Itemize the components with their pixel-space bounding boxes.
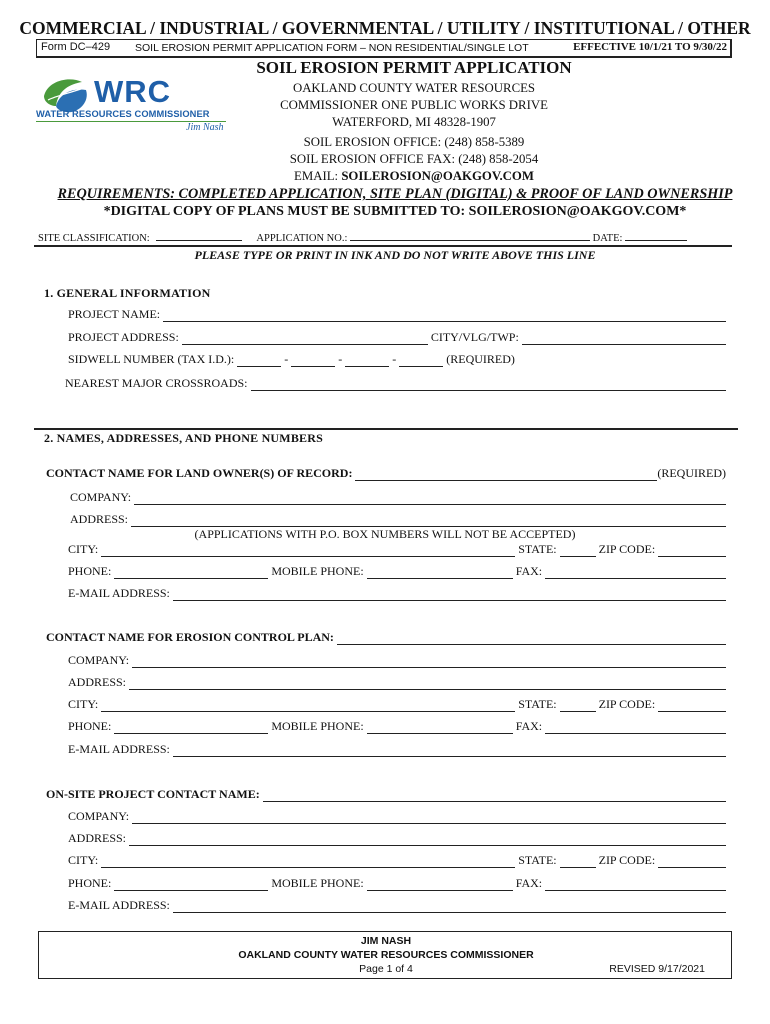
application-no-field[interactable] bbox=[350, 229, 590, 241]
onsite-email-field[interactable] bbox=[173, 902, 726, 913]
site-classification-label: SITE CLASSIFICATION: bbox=[38, 233, 150, 244]
do-not-write-note: PLEASE TYPE OR PRINT IN INK AND DO NOT WRITE ABOVE THIS LINE bbox=[194, 248, 596, 262]
onsite-mobile-field[interactable] bbox=[367, 880, 513, 891]
sidwell-required: (REQUIRED) bbox=[446, 352, 515, 366]
owner-zip-label: ZIP CODE: bbox=[598, 542, 656, 556]
onsite-contact-label: ON-SITE PROJECT CONTACT NAME: bbox=[46, 787, 260, 801]
footer-office: OAKLAND COUNTY WATER RESOURCES COMMISSIONER bbox=[238, 949, 534, 961]
agency-contacts bbox=[236, 134, 592, 185]
erosion-mobile-label: MOBILE PHONE: bbox=[271, 719, 364, 733]
office-email: EMAIL: SOILEROSION@OAKGOV.COM bbox=[294, 169, 534, 183]
office-email-link[interactable]: SOILEROSION@OAKGOV.COM bbox=[341, 169, 534, 183]
owner-email-label: E-MAIL ADDRESS: bbox=[68, 586, 170, 600]
footer-revised: REVISED 9/17/2021 bbox=[609, 963, 705, 975]
onsite-contact-row bbox=[46, 787, 726, 802]
owner-zip-field[interactable] bbox=[658, 546, 726, 557]
owner-fax-label: FAX: bbox=[515, 564, 543, 578]
section-divider bbox=[34, 428, 738, 430]
owner-contact-field[interactable] bbox=[355, 470, 657, 481]
project-name-row bbox=[68, 307, 726, 322]
application-title: SOIL EROSION PERMIT APPLICATION bbox=[256, 58, 572, 77]
sidwell-dash: - bbox=[284, 352, 289, 366]
onsite-zip-field[interactable] bbox=[658, 857, 726, 868]
sidwell-dash: - bbox=[338, 352, 343, 366]
onsite-email-label: E-MAIL ADDRESS: bbox=[68, 898, 170, 912]
erosion-zip-field[interactable] bbox=[658, 701, 726, 712]
owner-email-row bbox=[68, 586, 726, 601]
owner-email-field[interactable] bbox=[173, 590, 726, 601]
onsite-city-field[interactable] bbox=[101, 857, 515, 868]
po-box-note: (APPLICATIONS WITH P.O. BOX NUMBERS WILL NOT BE ACCEPTED) bbox=[194, 527, 576, 541]
project-name-label: PROJECT NAME: bbox=[68, 307, 161, 321]
section-2-title: 2. NAMES, ADDRESSES, AND PHONE NUMBERS bbox=[44, 431, 323, 445]
erosion-state-field[interactable] bbox=[560, 701, 596, 712]
erosion-company-label: COMPANY: bbox=[68, 653, 130, 667]
wrc-logo bbox=[36, 74, 231, 138]
erosion-contact-field[interactable] bbox=[337, 634, 726, 645]
agency-address bbox=[236, 80, 592, 131]
owner-phone-label: PHONE: bbox=[68, 564, 112, 578]
onsite-zip-label: ZIP CODE: bbox=[598, 853, 656, 867]
owner-phone-field[interactable] bbox=[114, 568, 268, 579]
logo-signature: Jim Nash bbox=[186, 122, 224, 133]
footer-box bbox=[38, 931, 732, 979]
erosion-phone-label: PHONE: bbox=[68, 719, 112, 733]
office-use-row bbox=[38, 229, 730, 244]
office-fax: SOIL EROSION OFFICE FAX: (248) 858-2054 bbox=[289, 152, 539, 166]
form-description: SOIL EROSION PERMIT APPLICATION FORM – NON RESIDENTIAL/SINGLE LOT bbox=[135, 42, 529, 54]
owner-address-field[interactable] bbox=[131, 516, 726, 527]
project-address-field[interactable] bbox=[182, 334, 428, 345]
owner-company-field[interactable] bbox=[134, 494, 726, 505]
sidwell-part-4[interactable] bbox=[399, 356, 443, 367]
sidwell-part-3[interactable] bbox=[345, 356, 389, 367]
onsite-address-row bbox=[68, 831, 726, 846]
form-category-title: COMMERCIAL / INDUSTRIAL / GOVERNMENTAL / UTILITY / INSTITUTIONAL / OTHER bbox=[19, 18, 751, 38]
project-address-label: PROJECT ADDRESS: bbox=[68, 330, 179, 344]
owner-city-row bbox=[68, 542, 726, 557]
owner-city-label: CITY: bbox=[68, 542, 99, 556]
erosion-email-field[interactable] bbox=[173, 746, 726, 757]
onsite-company-field[interactable] bbox=[132, 813, 726, 824]
onsite-fax-label: FAX: bbox=[515, 876, 543, 890]
erosion-city-label: CITY: bbox=[68, 697, 99, 711]
erosion-city-field[interactable] bbox=[101, 701, 515, 712]
agency-line-3: WATERFORD, MI 48328-1907 bbox=[332, 115, 496, 129]
owner-contact-row bbox=[46, 466, 726, 481]
onsite-phone-row bbox=[68, 876, 726, 891]
erosion-phone-row bbox=[68, 719, 726, 734]
onsite-state-label: STATE: bbox=[518, 853, 557, 867]
erosion-fax-field[interactable] bbox=[545, 723, 726, 734]
crossroads-row bbox=[65, 376, 726, 391]
erosion-city-row bbox=[68, 697, 726, 712]
site-classification-field[interactable] bbox=[156, 229, 242, 241]
onsite-state-field[interactable] bbox=[560, 857, 596, 868]
footer-name: JIM NASH bbox=[360, 935, 412, 947]
owner-state-label: STATE: bbox=[518, 542, 557, 556]
footer-page: Page 1 of 4 bbox=[359, 963, 413, 975]
crossroads-label: NEAREST MAJOR CROSSROADS: bbox=[65, 376, 248, 390]
date-label: DATE: bbox=[592, 233, 623, 244]
owner-address-row bbox=[70, 512, 726, 527]
owner-mobile-label: MOBILE PHONE: bbox=[271, 564, 364, 578]
owner-address-label: ADDRESS: bbox=[70, 512, 129, 526]
onsite-city-row bbox=[68, 853, 726, 868]
form-number: Form DC–429 bbox=[41, 41, 111, 53]
erosion-mobile-field[interactable] bbox=[367, 723, 513, 734]
logo-letters: WRC bbox=[94, 74, 172, 109]
owner-company-row bbox=[70, 490, 726, 505]
owner-phone-row bbox=[68, 564, 726, 579]
agency-line-1: OAKLAND COUNTY WATER RESOURCES bbox=[292, 81, 536, 95]
onsite-company-label: COMPANY: bbox=[68, 809, 130, 823]
crossroads-field[interactable] bbox=[251, 380, 727, 391]
onsite-email-row bbox=[68, 898, 726, 913]
onsite-address-field[interactable] bbox=[129, 835, 726, 846]
date-field[interactable] bbox=[625, 229, 687, 241]
requirements-line: REQUIREMENTS: COMPLETED APPLICATION, SITE PLAN (DIGITAL) & PROOF OF LAND OWNERSHIP bbox=[57, 186, 733, 202]
digital-copy-note: *DIGITAL COPY OF PLANS MUST BE SUBMITTED TO: SOILEROSION@OAKGOV.COM* bbox=[103, 204, 687, 219]
owner-company-label: COMPANY: bbox=[70, 490, 132, 504]
erosion-address-row bbox=[68, 675, 726, 690]
city-vlg-twp-field[interactable] bbox=[522, 334, 726, 345]
erosion-email-label: E-MAIL ADDRESS: bbox=[68, 742, 170, 756]
erosion-address-label: ADDRESS: bbox=[68, 675, 127, 689]
owner-city-field[interactable] bbox=[101, 546, 515, 557]
erosion-fax-label: FAX: bbox=[515, 719, 543, 733]
erosion-contact-label: CONTACT NAME FOR EROSION CONTROL PLAN: bbox=[46, 630, 334, 644]
sidwell-part-1[interactable] bbox=[237, 356, 281, 367]
owner-mobile-field[interactable] bbox=[367, 568, 513, 579]
onsite-fax-field[interactable] bbox=[545, 880, 726, 891]
erosion-address-field[interactable] bbox=[129, 679, 726, 690]
onsite-mobile-label: MOBILE PHONE: bbox=[271, 876, 364, 890]
erosion-state-label: STATE: bbox=[518, 697, 557, 711]
city-vlg-twp-label: CITY/VLG/TWP: bbox=[430, 330, 519, 344]
effective-dates: EFFECTIVE 10/1/21 TO 9/30/22 bbox=[573, 41, 727, 53]
owner-fax-field[interactable] bbox=[545, 568, 726, 579]
agency-line-2: COMMISSIONER ONE PUBLIC WORKS DRIVE bbox=[280, 98, 548, 112]
erosion-company-row bbox=[68, 653, 726, 668]
project-address-row bbox=[68, 330, 726, 345]
onsite-city-label: CITY: bbox=[68, 853, 99, 867]
sidwell-label: SIDWELL NUMBER (TAX I.D.): bbox=[68, 352, 235, 366]
owner-required: (REQUIRED) bbox=[657, 466, 726, 480]
erosion-company-field[interactable] bbox=[132, 657, 726, 668]
project-name-field[interactable] bbox=[163, 311, 726, 322]
office-use-rule bbox=[34, 245, 732, 247]
logo-subtitle: WATER RESOURCES COMMISSIONER bbox=[36, 109, 210, 119]
erosion-phone-field[interactable] bbox=[114, 723, 268, 734]
owner-state-field[interactable] bbox=[560, 546, 596, 557]
erosion-zip-label: ZIP CODE: bbox=[598, 697, 656, 711]
onsite-address-label: ADDRESS: bbox=[68, 831, 127, 845]
erosion-contact-row bbox=[46, 630, 726, 645]
owner-contact-label: CONTACT NAME FOR LAND OWNER(S) OF RECORD: bbox=[46, 466, 353, 480]
office-phone: SOIL EROSION OFFICE: (248) 858-5389 bbox=[303, 135, 525, 149]
onsite-phone-label: PHONE: bbox=[68, 876, 112, 890]
onsite-phone-field[interactable] bbox=[114, 880, 268, 891]
section-1-title: 1. GENERAL INFORMATION bbox=[44, 286, 211, 300]
onsite-company-row bbox=[68, 809, 726, 824]
application-no-label: APPLICATION NO.: bbox=[256, 233, 348, 244]
sidwell-dash: - bbox=[392, 352, 397, 366]
onsite-contact-field[interactable] bbox=[263, 791, 726, 802]
sidwell-part-2[interactable] bbox=[291, 356, 335, 367]
form-header-bar bbox=[36, 39, 732, 58]
sidwell-row bbox=[68, 352, 726, 367]
erosion-email-row bbox=[68, 742, 726, 757]
